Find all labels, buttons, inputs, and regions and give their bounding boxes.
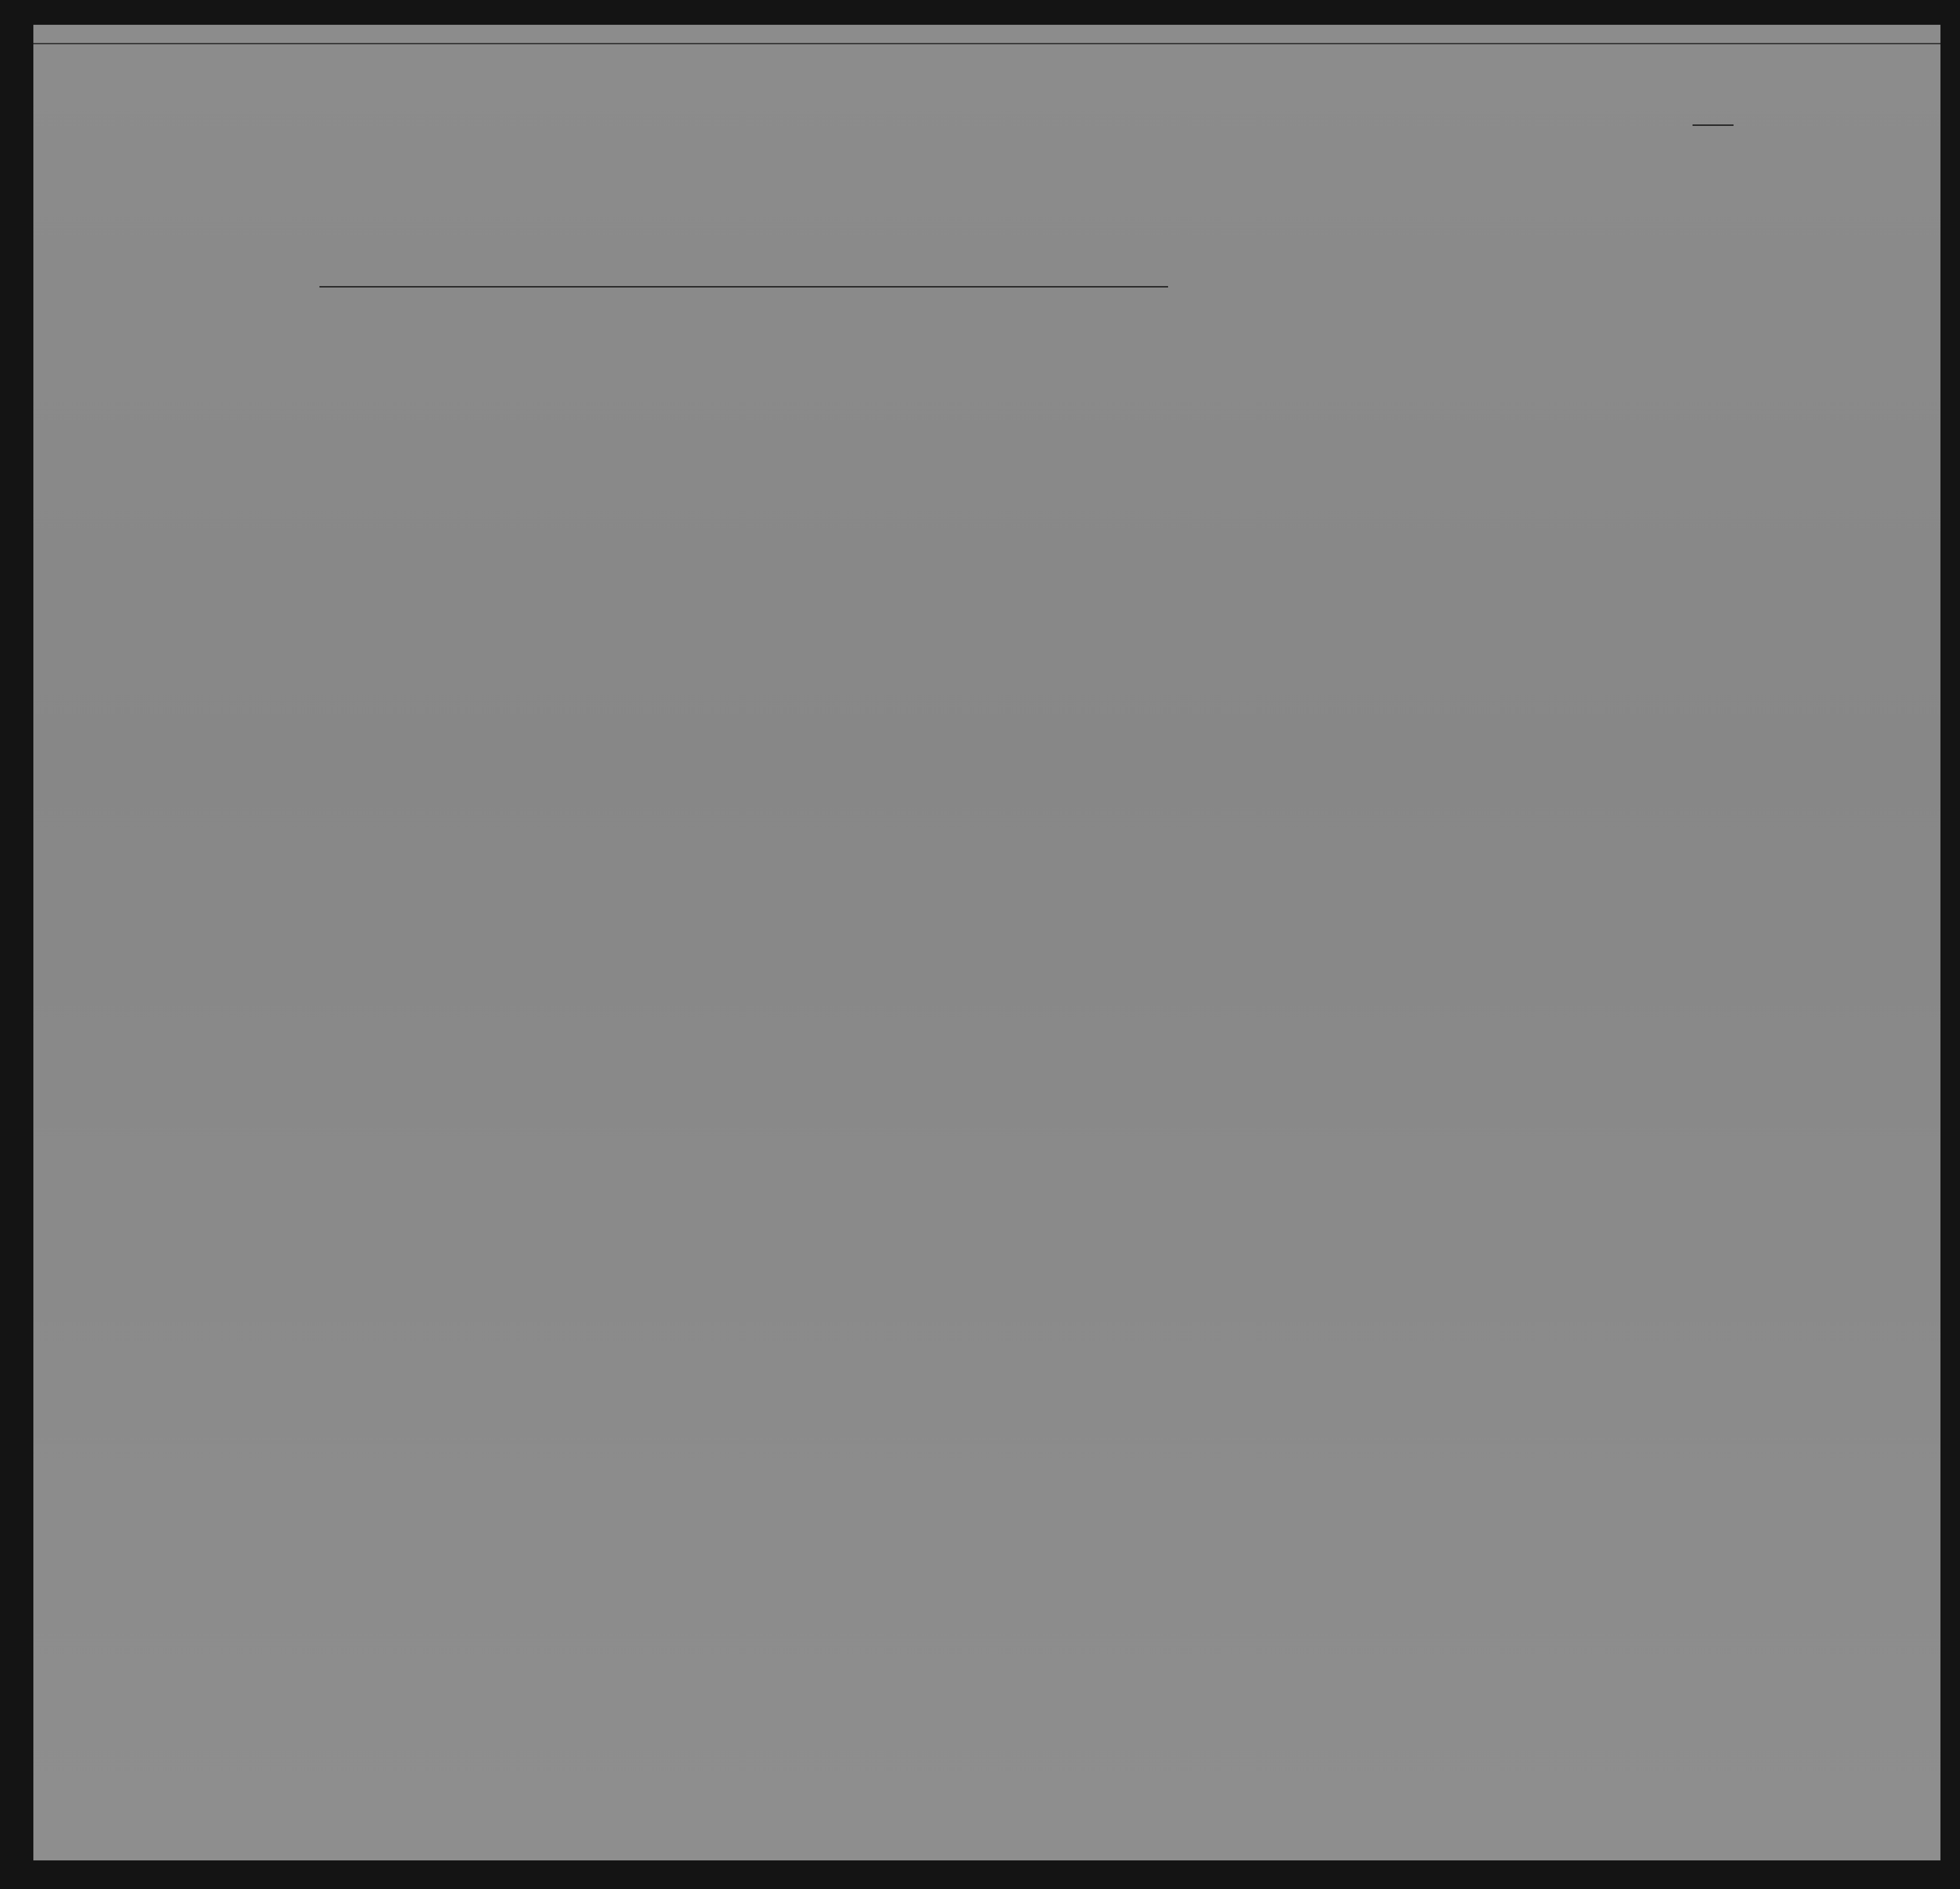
date-underline (844, 286, 1168, 287)
list-number-value (1693, 106, 1734, 126)
top-rule (33, 43, 1940, 44)
port-underline (319, 286, 863, 287)
list-number (1693, 99, 1734, 127)
manifest-sheet (33, 25, 1940, 1860)
